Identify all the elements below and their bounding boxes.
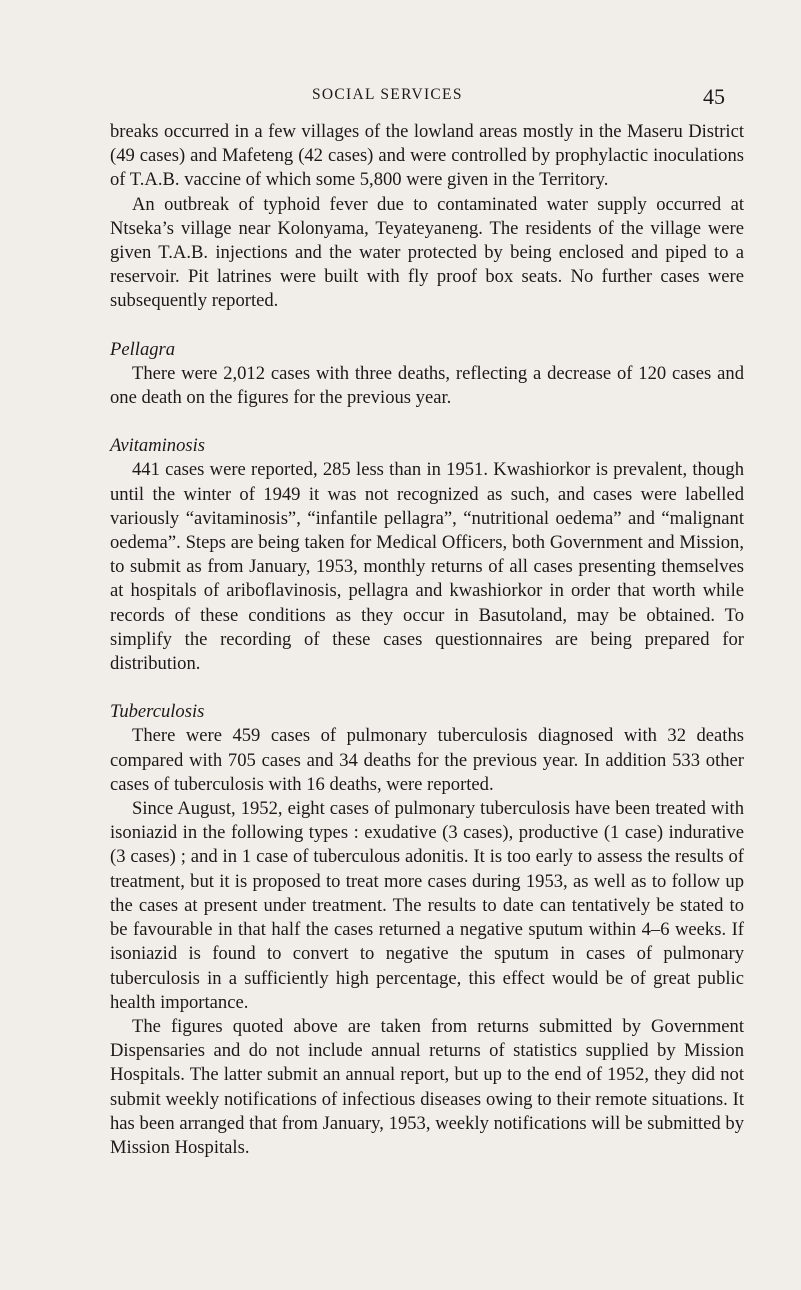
intro-paragraph-2: An outbreak of typhoid fever due to contaminated water supply occurred at Ntseka’s village near Kolonyama, Teyateyaneng. The residents of the village were given T.A.B. injections and the water protected by being enclosed and piped to a reservoir. Pit latrines were built with fly proof box seats. No further cases were subsequently reported.	[110, 193, 744, 312]
section-heading-avitaminosis: Avitaminosis	[110, 435, 206, 457]
avitaminosis-paragraph-1: 441 cases were reported, 285 less than in 1951. Kwashiorkor is prevalent, though until the winter of 1949 it was not recognized as such, and cases were labelled variously “avitaminosis”, “infantile pellagra”, “nutritional oedema” and “malignant oedema”. Steps are being taken for Medical Officers, both Government and Mission, to submit as from January, 1953, monthly returns of all cases presenting themselves at hospitals of ariboflavinosis, pellagra and kwashiorkor in order that worth while records of these conditions as they occur in Basutoland, may be obtained. To simplify the recording of these cases questionnaires are being prepared for distribution.	[110, 459, 744, 675]
page-header	[0, 84, 801, 112]
running-title: SOCIAL SERVICES	[312, 86, 463, 103]
body-text	[110, 120, 744, 1160]
section-heading-tuberculosis: Tuberculosis	[110, 701, 205, 723]
page-number: 45	[703, 84, 725, 109]
tuberculosis-paragraph-3: The figures quoted above are taken from returns submitted by Government Dispensaries and do not include annual returns of statistics supplied by Mission Hospitals. The latter submit an annual report, but up to the end of 1952, they did not submit weekly notifications of infectious diseases owing to their remote situations. It has been arranged that from January, 1953, weekly notifications will be submitted by Mission Hospitals.	[110, 1015, 744, 1158]
tuberculosis-paragraph-1: There were 459 cases of pulmonary tuberculosis diagnosed with 32 deaths compared with 705 cases and 34 deaths for the previous year. In addition 533 other cases of tuberculosis with 16 deaths, were reported.	[110, 725, 744, 795]
tuberculosis-paragraph-2: Since August, 1952, eight cases of pulmonary tuberculosis have been treated with isoniazid in the following types : exudative (3 cases), productive (1 case) indurative (3 cases) ; and in 1 case of tuberculous adonitis. It is too early to assess the results of treatment, but it is proposed to treat more cases during 1953, as well as to follow up the cases at present under treatment. The results to date can tentatively be stated to be favourable in that half the cases returned a negative sputum within 4–6 weeks. If isoniazid is found to convert to negative the sputum in cases of pulmonary tuberculosis in a sufficiently high percentage, this effect would be of great public health importance.	[110, 798, 744, 1013]
pellagra-paragraph-1: There were 2,012 cases with three deaths, reflecting a decrease of 120 cases and one death on the figures for the previous year.	[110, 362, 744, 409]
section-heading-pellagra: Pellagra	[110, 338, 176, 360]
intro-paragraph-1: breaks occurred in a few villages of the lowland areas mostly in the Maseru District (49 cases) and Mafeteng (42 cases) and were controlled by prophylactic inoculations of T.A.B. vaccine of which some 5,800 were given in the Territory.	[110, 121, 744, 191]
